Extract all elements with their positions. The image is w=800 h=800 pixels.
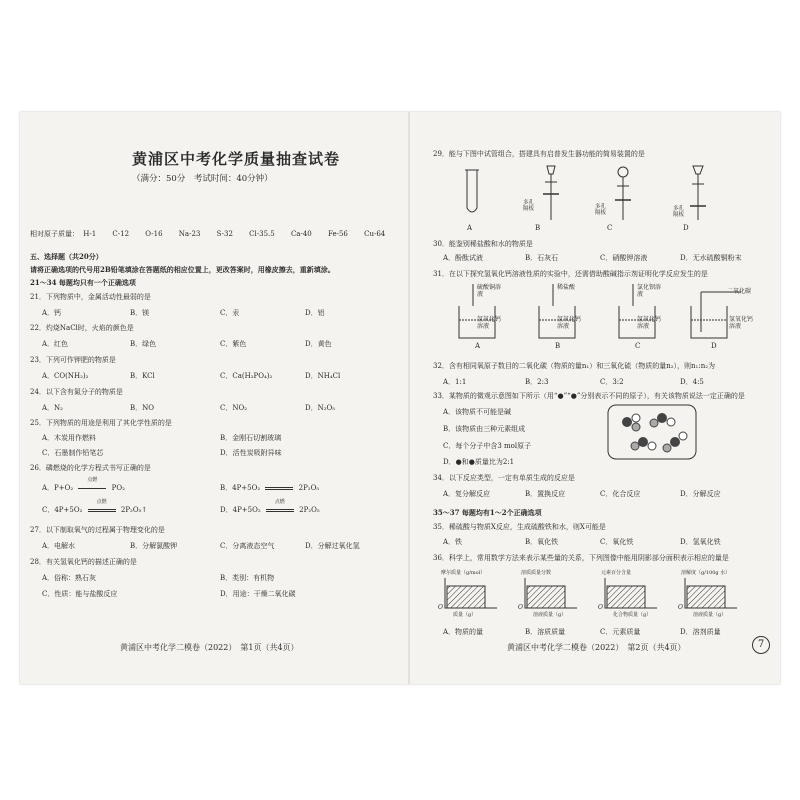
question-32: 32．含有相同氧原子数目的二氧化碳（物质的量n₁）和三氧化硫（物质的量n₂），则n₁:n₂为	[433, 362, 716, 370]
exam-paper-spread	[20, 112, 780, 684]
q31-label-d: D	[711, 342, 717, 350]
q31-label-a: A	[475, 342, 481, 350]
q36-option-a: A．物质的量	[443, 628, 484, 636]
q35-option-d: D．氢氧化铁	[680, 538, 721, 546]
q25-option-a: A．木炭用作燃料	[42, 434, 97, 442]
q31-a-reagent: 硫酸铜溶液	[477, 284, 502, 298]
molecule-4	[663, 432, 687, 452]
shaded-area	[527, 586, 565, 608]
question-26: 26．磷燃烧的化学方程式书写正确的是	[30, 464, 151, 472]
page-2	[415, 112, 780, 684]
q21-option-c: C．汞	[220, 309, 240, 317]
q30-option-b: B．石灰石	[525, 254, 559, 262]
question-36: 36．科学上，常用数学方法来表示某些量的关系，下列图像中能用阴影部分面积表示相应的量是	[433, 554, 729, 562]
q36-graph	[517, 576, 581, 616]
q34-option-a: A．复分解反应	[443, 490, 491, 498]
exam-subtitle: （满分：50分 考试时间：40分钟）	[132, 174, 273, 184]
atomic-mass-item: C-12	[112, 230, 130, 238]
q25-option-c: C．石墨制作铅笔芯	[42, 449, 104, 457]
test-tube-illustration	[465, 170, 479, 212]
reaction-arrow	[263, 499, 297, 515]
graph-y-label: 溶质质量分数	[521, 570, 552, 576]
q24-option-b: B．NO	[130, 404, 155, 412]
q22-option-c: C．紫色	[220, 340, 247, 348]
q31-c-reagent: 氯化钡溶液	[637, 284, 662, 298]
separatory-funnel-b	[543, 166, 559, 220]
q35-option-a: A．铁	[443, 538, 463, 546]
q31-b-reagent: 稀盐酸	[557, 284, 576, 291]
graph-x-label: 化合物质量（g）	[613, 612, 652, 618]
q22-option-b: B．绿色	[130, 340, 157, 348]
q33-option-b: B．该物质由三种元素组成	[443, 425, 526, 433]
question-29: 29．能与下图中试管组合，搭建具有启普发生器功能的简易装置的是	[433, 150, 645, 158]
graph-y-label: 溶解度（g/100g 水）	[681, 570, 731, 576]
q26-d-left: D．4P+5O₂	[220, 506, 261, 514]
q23-option-a: A．CO(NH₂)₂	[42, 372, 89, 380]
shaded-area	[447, 586, 485, 608]
graph-x-label: 质量（g）	[453, 612, 477, 618]
q25-option-b: B．金刚石切割玻璃	[220, 434, 282, 442]
q32-option-a: A．1:1	[443, 378, 467, 386]
graph-origin: O	[678, 604, 683, 611]
q29-label-c: C	[607, 224, 613, 232]
q36-graph	[437, 576, 501, 616]
atomic-mass-item: H-1	[83, 230, 97, 238]
separatory-funnel-d	[690, 166, 706, 220]
q26-b-right: 2P₂O₅	[298, 484, 320, 492]
graph-y-label: 摩尔质量（g/mol）	[441, 570, 486, 576]
q31-label-c: C	[635, 342, 641, 350]
page-fold	[408, 112, 410, 684]
question-30: 30．能鉴别稀盐酸和水的物质是	[433, 240, 533, 248]
graph-y-label: 元素百分含量	[601, 570, 632, 576]
q31-d-solution: 氢氧化钙溶液	[729, 316, 754, 330]
question-23: 23．下列可作钾肥的物质是	[30, 356, 116, 364]
graph-origin: O	[518, 604, 523, 611]
q33-option-a: A．该物质不可能是碱	[443, 408, 512, 416]
atomic-mass-item: O-16	[145, 230, 163, 238]
q33-molecule-diagram	[607, 404, 697, 460]
q28-option-a: A．俗称：熟石灰	[42, 574, 97, 582]
q27-option-a: A．电解水	[42, 542, 76, 550]
page-number-badge: 7	[752, 636, 770, 654]
q35-option-c: C．氧化铁	[600, 538, 634, 546]
q28-option-d: D．用途：干燥二氧化碳	[220, 590, 296, 598]
atomic-mass-item: S-32	[216, 230, 233, 238]
page-footer: 黄浦区中考化学二模卷（2022） 第1页（共4页）	[120, 643, 299, 652]
q33-option-d: D．●和●质量比为2:1	[443, 458, 515, 466]
beaker-d	[691, 292, 741, 338]
q29-label-d: D	[683, 224, 689, 232]
q34-option-d: D．分解反应	[680, 490, 721, 498]
atomic-mass-row	[30, 230, 385, 239]
reaction-condition: 点燃	[274, 499, 285, 505]
q31-d-reagent: 二氧化碳	[727, 288, 752, 295]
q21-option-b: B．镁	[130, 309, 150, 317]
q31-b-solution: 氢氧化钙溶液	[557, 316, 582, 330]
q32-option-d: D．4:5	[680, 378, 704, 386]
q23-option-b: B．KCl	[130, 372, 155, 380]
atomic-mass-item: Fe-56	[328, 230, 348, 238]
q34-option-c: C．化合反应	[600, 490, 641, 498]
reaction-condition: 点燃	[87, 477, 98, 483]
q23-option-c: C．Ca(H₂PO₄)₂	[220, 372, 273, 380]
q31-c-solution: 氢氧化钙溶液	[637, 316, 662, 330]
q33-option-c: C．每个分子中含3 mol原子	[443, 442, 532, 450]
q26-option-d	[220, 499, 320, 515]
q34-option-b: B．置换反应	[525, 490, 566, 498]
graph-x-label: 溶液质量（g）	[693, 612, 727, 618]
shaded-area	[687, 586, 725, 608]
reaction-arrow	[75, 477, 109, 493]
q26-c-right: 2P₂O₅↑	[120, 506, 148, 514]
equals-sign	[262, 484, 296, 493]
question-28: 28．有关氢氧化钙的描述正确的是	[30, 558, 137, 566]
question-25: 25．下列物质的用途是利用了其化学性质的是	[30, 419, 172, 427]
molecule-2	[650, 413, 675, 427]
q26-c-left: C．4P+5O₂	[42, 506, 83, 514]
separatory-funnel-c	[615, 167, 631, 220]
molecule-1	[622, 414, 640, 431]
q29-label-a: A	[467, 224, 473, 232]
q24-option-c: C．NO₂	[220, 404, 248, 412]
atomic-mass-item: Cu-64	[364, 230, 386, 238]
instruction: 请将正确选项的代号用2B铅笔填涂在答题纸的相应位置上，更改答案时，用橡皮擦去，重新填涂。	[30, 265, 335, 274]
q21-option-a: A．钙	[42, 309, 62, 317]
q29-label-b: B	[535, 224, 541, 232]
question-21: 21．下列物质中，金属活动性最弱的是	[30, 293, 151, 301]
question-24: 24．以下含有氮分子的物质是	[30, 388, 123, 396]
q26-b-left: B．4P+5O₂	[220, 484, 261, 492]
q35-option-b: B．氧化铁	[525, 538, 559, 546]
reaction-condition: 点燃	[96, 499, 107, 505]
group-heading: 21～34 每题均只有一个正确选项	[30, 278, 136, 287]
q26-option-c	[42, 499, 148, 515]
q32-option-c: C．3:2	[600, 378, 624, 386]
q21-option-d: D．铝	[305, 309, 325, 317]
page-footer: 黄浦区中考化学二模卷（2022） 第2页（共4页）	[507, 643, 686, 652]
graph-x-label: 溶液质量（g）	[533, 612, 567, 618]
q29-apparatus-figure	[455, 164, 755, 226]
question-22: 22．灼烧NaCl时，火焰的颜色是	[30, 324, 134, 332]
q27-option-c: C．分离液态空气	[220, 542, 275, 550]
shaded-area	[607, 586, 645, 608]
q30-option-a: A．酚酞试液	[443, 254, 484, 262]
q36-graph	[597, 576, 661, 616]
q30-option-c: C．硝酸钾溶液	[600, 254, 648, 262]
question-33: 33．某物质的微观示意图如下所示（用“●”“●”分别表示不同的原子），有关该物质说法一定正确的是	[433, 392, 745, 400]
q26-option-a	[42, 477, 125, 493]
q31-label-b: B	[555, 342, 561, 350]
atomic-mass-label: 相对原子质量：	[30, 230, 79, 238]
q36-option-d: D．溶剂质量	[680, 628, 721, 636]
q27-option-d: D．分解过氧化氢	[305, 542, 360, 550]
question-27: 27．以下制取氧气的过程属于物理变化的是	[30, 526, 165, 534]
q24-option-a: A．N₂	[42, 404, 63, 412]
q24-option-d: D．N₂O₅	[305, 404, 336, 412]
q22-option-d: D．黄色	[305, 340, 332, 348]
question-34: 34．以下反应类型，一定有单质生成的反应是	[433, 474, 575, 482]
page-1	[20, 112, 405, 684]
atomic-mass-item: Na-23	[178, 230, 201, 238]
q31-a-solution: 氢氧化钙溶液	[477, 316, 502, 330]
graph-origin: O	[598, 604, 603, 611]
q27-option-b: B．分解氯酸钾	[130, 542, 178, 550]
porous-plate-label-d: 多孔 隔板	[673, 206, 685, 218]
q36-option-c: C．元素质量	[600, 628, 641, 636]
molecule-3	[631, 437, 656, 450]
q32-option-b: B．2:3	[525, 378, 549, 386]
section-title: 五、选择题（共20分）	[30, 252, 103, 261]
q30-option-d: D．无水硫酸铜粉末	[680, 254, 742, 262]
question-31: 31．在以下探究氢氧化钙溶液性质的实验中，还需借助酸碱指示剂证明化学反应发生的是	[433, 270, 708, 278]
group-heading: 35～37 每题均有1～2个正确选项	[433, 508, 542, 517]
q28-option-c: C．性质：能与盐酸反应	[42, 590, 118, 598]
q26-a-right: PO₂	[111, 484, 125, 492]
q28-option-b: B．类别：有机物	[220, 574, 275, 582]
atomic-mass-item: Ca-40	[290, 230, 312, 238]
porous-plate-label-b: 多孔 隔板	[523, 200, 535, 212]
graph-origin: O	[438, 604, 443, 611]
porous-plate-label-c: 多孔 隔板	[595, 204, 607, 216]
exam-title: 黄浦区中考化学质量抽查试卷	[132, 150, 341, 168]
atomic-mass-item: Cl-35.5	[249, 230, 275, 238]
question-35: 35．稀硫酸与物质X反应，生成硫酸铁和水，则X可能是	[433, 523, 606, 531]
q36-graph	[677, 576, 741, 616]
q26-a-left: A．P+O₂	[42, 484, 74, 492]
q26-option-b	[220, 484, 319, 493]
q23-option-d: D．NH₄Cl	[305, 372, 341, 380]
reaction-arrow	[85, 499, 119, 515]
q25-option-d: D．活性炭吸附异味	[220, 449, 282, 457]
q36-option-b: B．溶质质量	[525, 628, 566, 636]
q22-option-a: A．红色	[42, 340, 69, 348]
q26-d-right: 2P₂O₅	[299, 506, 320, 514]
